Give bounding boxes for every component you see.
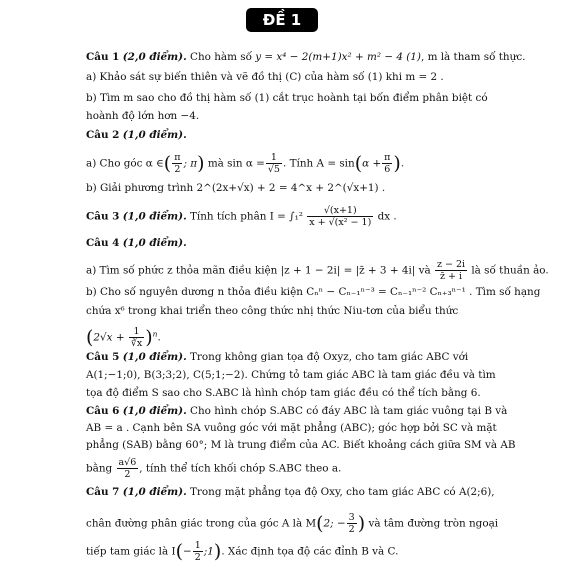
- q2-points: (1,0 điểm).: [122, 129, 187, 141]
- q4-label: Câu 4: [86, 237, 120, 249]
- q7-line2: chân đường phân giác trong của góc A là M(2; − $\frac{3}{2}$ ) và tâm đường tròn ngoại: [86, 512, 499, 535]
- q2-a-frac1: $\frac{\pi}{2}$: [174, 152, 181, 175]
- q7-m-frac: $\frac{3}{2}$: [348, 512, 355, 535]
- q6-distance-frac: $\frac{a√6}{2}$: [118, 457, 137, 480]
- q4-part-a: a) Tìm số phức z thỏa mãn điều kiện |z + 1 − 2i| = |z̄ + 3 + 4i| và $\frac{z - 2i}{z̄ + i}$ là số thuần ảo.: [86, 259, 549, 282]
- q4-a-frac: $\frac{z - 2i}{z̄ + i}$: [436, 259, 466, 282]
- q4-part-b-line1: b) Cho số nguyên dương n thỏa điều kiện Cₙⁿ − Cₙ₋₁ⁿ⁻³ = Cₙ₋₁ⁿ⁻² Cₙ₊₃ⁿ⁻¹ . Tìm số hạng: [86, 286, 541, 298]
- q1-part-b-line1: b) Tìm m sao cho đồ thị hàm số (1) cắt trục hoành tại bốn điểm phân biệt có: [86, 92, 488, 104]
- q5-line2: A(1;−1;0), B(3;3;2), C(5;1;−2). Chứng tỏ tam giác ABC là tam giác đều và tìm: [86, 369, 496, 381]
- q3-label: Câu 3: [86, 210, 120, 223]
- q5-points: (1,0 điểm).: [122, 351, 187, 363]
- q6-line1: Câu 6 (1,0 điểm). Cho hình chóp S.ABC có đáy ABC là tam giác vuông tại B và: [86, 405, 508, 417]
- q4-b-frac: $\frac{1}{∛x}$: [130, 326, 143, 349]
- q5-line3: tọa độ điểm S sao cho S.ABC là hình chóp tam giác đều có thể tích bằng 6.: [86, 387, 481, 399]
- exam-title: ĐỀ 1: [246, 8, 318, 32]
- q6-line4: bằng $\frac{a√6}{2}$ , tính thể tích khối chóp S.ABC theo a.: [86, 457, 342, 480]
- q1-line1: [86, 50, 525, 64]
- q2-heading: [86, 128, 187, 142]
- q5-line1: Câu 5 (1,0 điểm). Trong không gian tọa độ Oxyz, cho tam giác ABC với: [86, 351, 469, 363]
- q1-points: (2,0 điểm).: [122, 51, 187, 63]
- q1-part-a: a) Khảo sát sự biến thiên và vẽ đồ thị (C) của hàm số (1) khi m = 2 .: [86, 71, 444, 83]
- q4-part-b-expression: (2√x + $\frac{1}{∛x}$ )$^n$.: [86, 326, 161, 349]
- q7-label: Câu 7: [86, 486, 120, 498]
- q1-intro-end: , m là tham số thực.: [420, 51, 526, 63]
- q6-line3: phẳng (SAB) bằng 60°; M là trung điểm của AC. Biết khoảng cách giữa SM và AB: [86, 439, 516, 451]
- q1-intro: Cho hàm số: [190, 51, 256, 63]
- q3-integrand: $\frac{√(x+1)}{\text{x + √(x² − 1)}}$: [309, 205, 372, 228]
- q1-label: Câu 1: [86, 51, 120, 63]
- q7-line3: tiếp tam giác là I(− $\frac{1}{2}$ ;1). Xác định tọa độ các đỉnh B và C.: [86, 540, 399, 563]
- q4-heading: [86, 236, 187, 250]
- q2-part-a: a) Cho góc α ∈( $\frac{\pi}{2}$ ; π) mà sin α = $\frac{1}{√5}$ . Tính A = sin(α + $\frac{\pi}{6}$ ).: [86, 152, 405, 175]
- q4-part-b-line2: chứa x⁶ trong khai triển theo công thức nhị thức Niu-tơn của biểu thức: [86, 305, 459, 317]
- q2-label: Câu 2: [86, 129, 120, 141]
- q3-line: Câu 3 (1,0 điểm). Tính tích phân I = ∫₁² $\frac{√(x+1)}{\text{x + √(x² − 1)}}$ dx .: [86, 205, 397, 228]
- q5-label: Câu 5: [86, 351, 120, 363]
- q2-part-b: b) Giải phương trình 2^(2x+√x) + 2 = 4^x + 2^(√x+1) .: [86, 182, 386, 194]
- q1-formula: y = x⁴ − 2(m+1)x² + m² − 4 (1): [255, 51, 421, 63]
- q2-a-pre: a) Cho góc α ∈: [86, 157, 164, 170]
- q7-line1: Câu 7 (1,0 điểm). Trong mặt phẳng tọa độ Oxy, cho tam giác ABC có A(2;6),: [86, 486, 495, 498]
- q7-i-frac: $\frac{1}{2}$: [194, 540, 201, 563]
- q4-points: (1,0 điểm).: [122, 237, 187, 249]
- q6-label: Câu 6: [86, 405, 120, 417]
- q1-part-b-line2: hoành độ lớn hơn −4.: [86, 110, 200, 122]
- q2-a-frac3: $\frac{\pi}{6}$: [384, 152, 391, 175]
- q6-points: (1,0 điểm).: [122, 405, 187, 417]
- q7-points: (1,0 điểm).: [122, 486, 187, 498]
- q3-points: (1,0 điểm).: [122, 210, 187, 223]
- q2-a-frac2: $\frac{1}{√5}$: [267, 152, 280, 175]
- q6-line2: AB = a . Cạnh bên SA vuông góc với mặt phẳng (ABC); góc hợp bởi SC và mặt: [86, 422, 497, 434]
